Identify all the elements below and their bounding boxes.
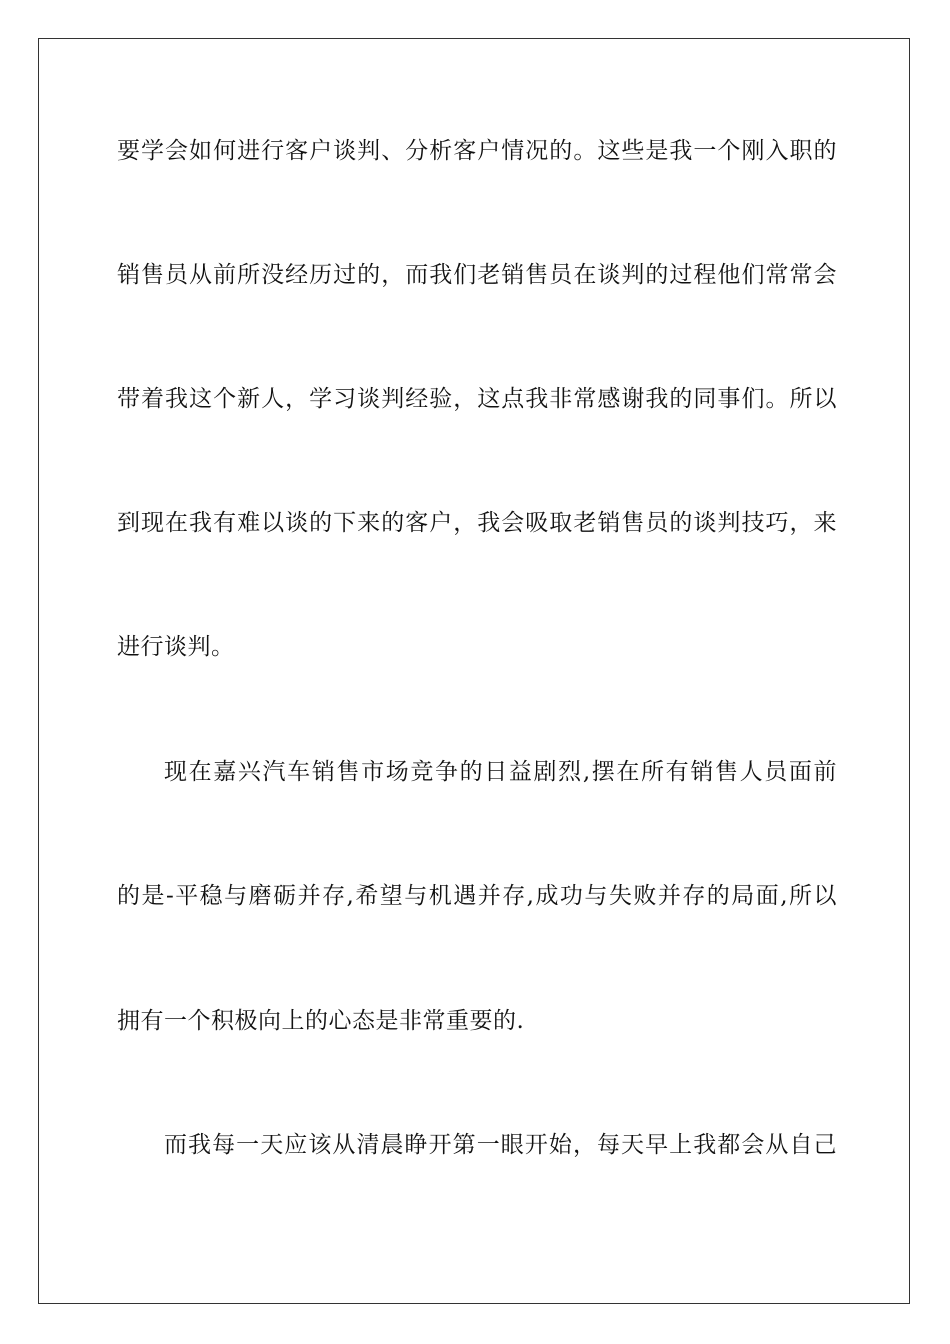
paragraph-line: 进行谈判。: [117, 634, 235, 660]
page-border: [38, 38, 910, 1304]
paragraph-line: 的是-平稳与磨砺并存,希望与机遇并存,成功与失败并存的局面,所以: [117, 883, 837, 909]
paragraph-line: 拥有一个积极向上的心态是非常重要的.: [117, 1008, 525, 1034]
paragraph-line: 销售员从前所没经历过的，而我们老销售员在谈判的过程他们常常会: [117, 262, 837, 288]
paragraph-line: 带着我这个新人，学习谈判经验，这点我非常感谢我的同事们。所以: [117, 386, 837, 412]
paragraph-line: 而我每一天应该从清晨睁开第一眼开始，每天早上我都会从自己: [164, 1132, 837, 1158]
paragraph-line: 现在嘉兴汽车销售市场竞争的日益剧烈,摆在所有销售人员面前: [164, 759, 837, 785]
paragraph-line: 到现在我有难以谈的下来的客户，我会吸取老销售员的谈判技巧，来: [117, 510, 837, 536]
paragraph-line: 要学会如何进行客户谈判、分析客户情况的。这些是我一个刚入职的: [117, 138, 837, 164]
